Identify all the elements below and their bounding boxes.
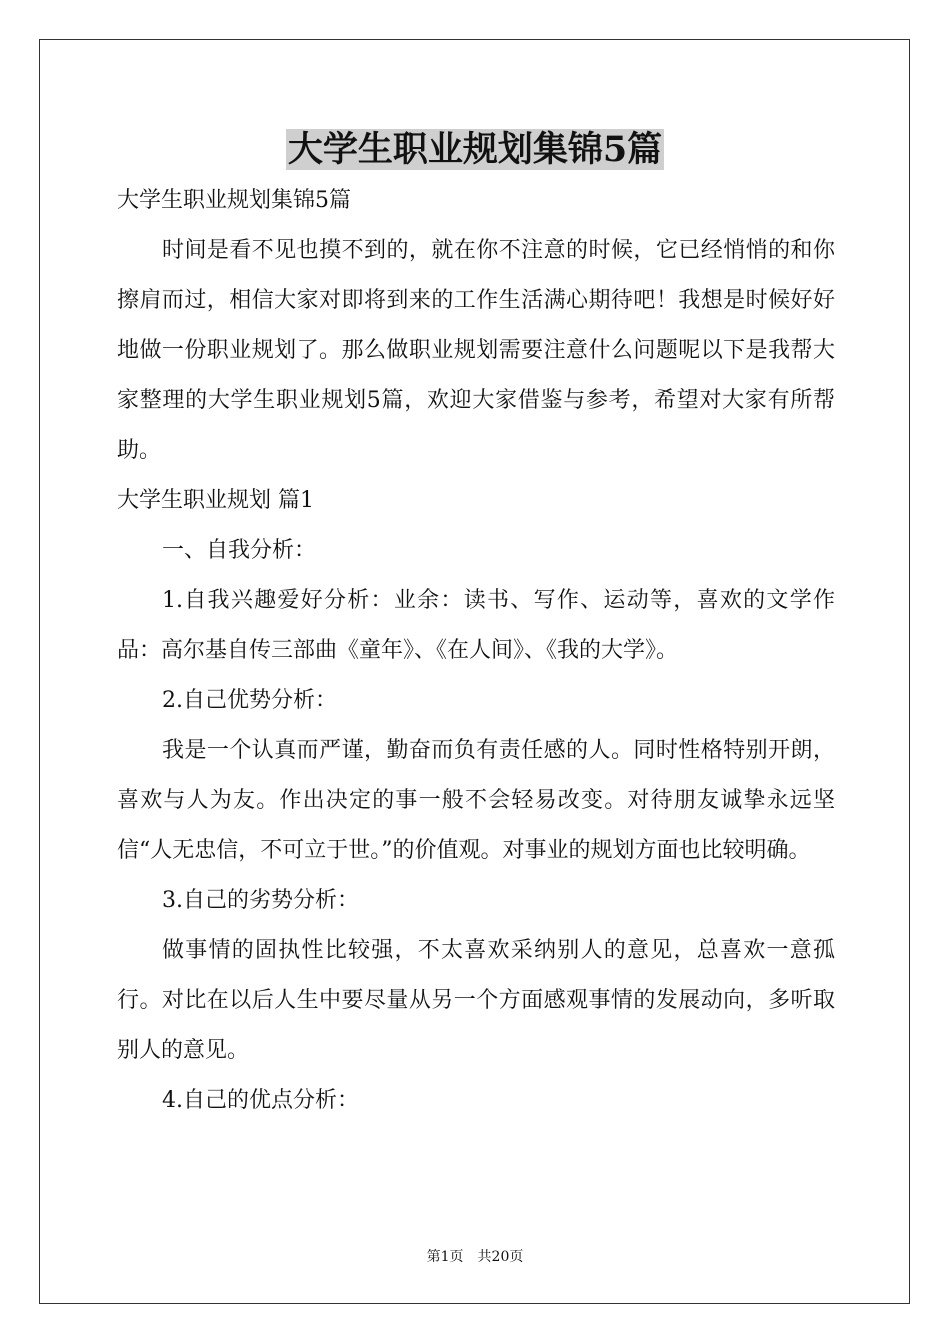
paragraph: 我是一个认真而严谨，勤奋而负有责任感的人。同时性格特别开朗，喜欢与人为友。作出决定的事一般不会轻易改变。对待朋友诚挚永远坚信“人无忠信，不可立于世。”的价值观。对事业的规划方面也比较明确。 <box>117 738 835 863</box>
paragraph: 一、自我分析： <box>162 538 317 563</box>
document-body <box>117 176 835 1126</box>
document-title-text: 大学生职业规划集锦5篇 <box>287 129 663 170</box>
paragraph: 2.自己优势分析： <box>162 688 337 713</box>
paragraph: 3.自己的劣势分析： <box>162 888 359 913</box>
paragraph: 做事情的固执性比较强，不太喜欢采纳别人的意见，总喜欢一意孤行。对比在以后人生中要尽量从另一个方面感观事情的发展动向，多听取别人的意见。 <box>117 938 835 1063</box>
page-footer <box>0 1247 950 1267</box>
paragraph: 1.自我兴趣爱好分析：业余：读书、写作、运动等，喜欢的文学作品：高尔基自传三部曲《童年》、《在人间》、《我的大学》。 <box>117 588 835 663</box>
section-heading: 大学生职业规划 篇1 <box>117 488 314 513</box>
paragraph: 时间是看不见也摸不到的，就在你不注意的时候，它已经悄悄的和你擦肩而过，相信大家对即将到来的工作生活满心期待吧！我想是时候好好地做一份职业规划了。那么做职业规划需要注意什么问题呢以下是我帮大家整理的大学生职业规划5篇，欢迎大家借鉴与参考，希望对大家有所帮助。 <box>117 238 835 463</box>
document-title <box>0 125 950 175</box>
paragraph: 4.自己的优点分析： <box>162 1088 359 1113</box>
paragraph: 大学生职业规划集锦5篇 <box>117 188 351 213</box>
page-number: 第1页 共20页 <box>426 1249 524 1265</box>
